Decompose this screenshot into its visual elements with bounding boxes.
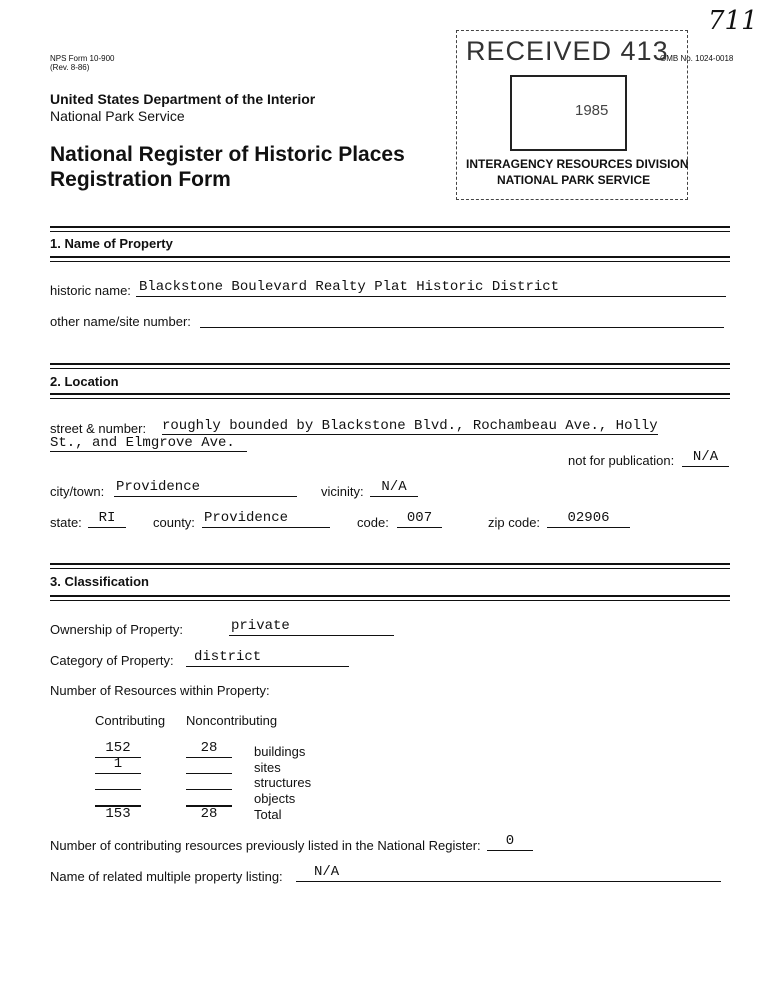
other-name-label: other name/site number: xyxy=(50,314,191,329)
historic-name-value: Blackstone Boulevard Realty Plat Historic District xyxy=(139,279,560,295)
noncontributing-cell xyxy=(186,791,232,806)
form-title-line1: National Register of Historic Places xyxy=(50,143,405,166)
noncontributing-value: 28 xyxy=(200,740,218,756)
state-field xyxy=(88,510,126,528)
not-for-publication-field xyxy=(682,449,729,467)
contributing-cell xyxy=(95,775,141,790)
previously-listed-value: 0 xyxy=(505,833,515,849)
street-line2: St., and Elmgrove Ave. xyxy=(50,435,247,452)
resource-type: buildings xyxy=(254,744,306,759)
zip-field xyxy=(547,510,630,528)
related-listing-field xyxy=(296,864,721,882)
noncontributing-cell xyxy=(186,806,232,821)
category-field xyxy=(186,649,349,667)
previously-listed-field xyxy=(487,833,533,851)
zip-value: 02906 xyxy=(567,510,610,526)
city-field xyxy=(114,479,297,497)
contributing-cell xyxy=(95,791,141,806)
historic-name-field xyxy=(136,279,726,297)
street-label: street & number: xyxy=(50,421,147,436)
county-label: county: xyxy=(153,515,195,530)
section1-heading: 1. Name of Property xyxy=(50,236,173,251)
department: United States Department of the Interior xyxy=(50,91,316,107)
section-divider xyxy=(50,226,730,232)
vicinity-value: N/A xyxy=(381,479,407,495)
stamp-division: INTERAGENCY RESOURCES DIVISION xyxy=(466,157,689,171)
city-label: city/town: xyxy=(50,484,105,499)
section-divider xyxy=(50,363,730,369)
related-listing-value: N/A xyxy=(314,864,340,880)
form-title-line2: Registration Form xyxy=(50,168,231,191)
col-noncontributing: Noncontributing xyxy=(186,713,278,728)
noncontributing-cell xyxy=(186,759,232,774)
county-value: Providence xyxy=(204,510,289,526)
contributing-value: 153 xyxy=(105,806,131,822)
resource-type: structures xyxy=(254,775,312,790)
noncontributing-cell xyxy=(186,740,232,758)
resource-type: sites xyxy=(254,760,281,775)
service: National Park Service xyxy=(50,108,185,124)
ownership-field xyxy=(229,618,394,636)
ownership-label: Ownership of Property: xyxy=(50,622,183,637)
state-value: RI xyxy=(98,510,116,526)
resource-type: Total xyxy=(254,807,282,822)
resource-type: objects xyxy=(254,791,296,806)
omb-number: OMB No. 1024-0018 xyxy=(660,54,734,63)
historic-name-label: historic name: xyxy=(50,283,131,298)
noncontributing-value: 28 xyxy=(200,806,218,822)
stamp-date-box xyxy=(510,75,627,151)
section-divider xyxy=(50,595,730,601)
handwritten-number: 711 xyxy=(708,6,758,36)
other-name-field xyxy=(200,313,724,328)
form-number: NPS Form 10-900 xyxy=(50,54,115,63)
ownership-value: private xyxy=(231,618,290,634)
stamp-date: 1985 xyxy=(575,102,609,119)
contributing-cell xyxy=(95,806,141,821)
noncontributing-cell xyxy=(186,775,232,790)
form-revision: (Rev. 8-86) xyxy=(50,63,90,72)
street-line1: roughly bounded by Blackstone Blvd., Rochambeau Ave., Holly xyxy=(162,418,658,434)
not-for-publication-value: N/A xyxy=(692,449,719,465)
county-field xyxy=(202,510,330,528)
related-listing-label: Name of related multiple property listing: xyxy=(50,869,283,884)
resources-label: Number of Resources within Property: xyxy=(50,683,270,698)
contributing-value: 152 xyxy=(105,740,131,756)
col-contributing: Contributing xyxy=(95,713,166,728)
section-divider xyxy=(50,563,730,569)
category-label: Category of Property: xyxy=(50,653,174,668)
code-label: code: xyxy=(357,515,389,530)
zip-label: zip code: xyxy=(488,515,541,530)
contributing-cell xyxy=(95,756,141,774)
section2-heading: 2. Location xyxy=(50,374,119,389)
city-value: Providence xyxy=(116,479,201,495)
vicinity-field xyxy=(370,479,418,497)
stamp-service: NATIONAL PARK SERVICE xyxy=(497,173,651,187)
stamp-received: RECEIVED 413 xyxy=(466,36,669,66)
section-divider xyxy=(50,256,730,262)
code-value: 007 xyxy=(406,510,433,526)
not-for-publication-label: not for publication: xyxy=(568,453,675,468)
previously-listed-label: Number of contributing resources previously listed in the National Register: xyxy=(50,838,481,853)
contributing-value: 1 xyxy=(113,756,123,772)
section3-heading: 3. Classification xyxy=(50,574,149,589)
section-divider xyxy=(50,393,730,399)
state-label: state: xyxy=(50,515,82,530)
code-field xyxy=(397,510,442,528)
vicinity-label: vicinity: xyxy=(321,484,364,499)
category-value: district xyxy=(194,649,262,665)
